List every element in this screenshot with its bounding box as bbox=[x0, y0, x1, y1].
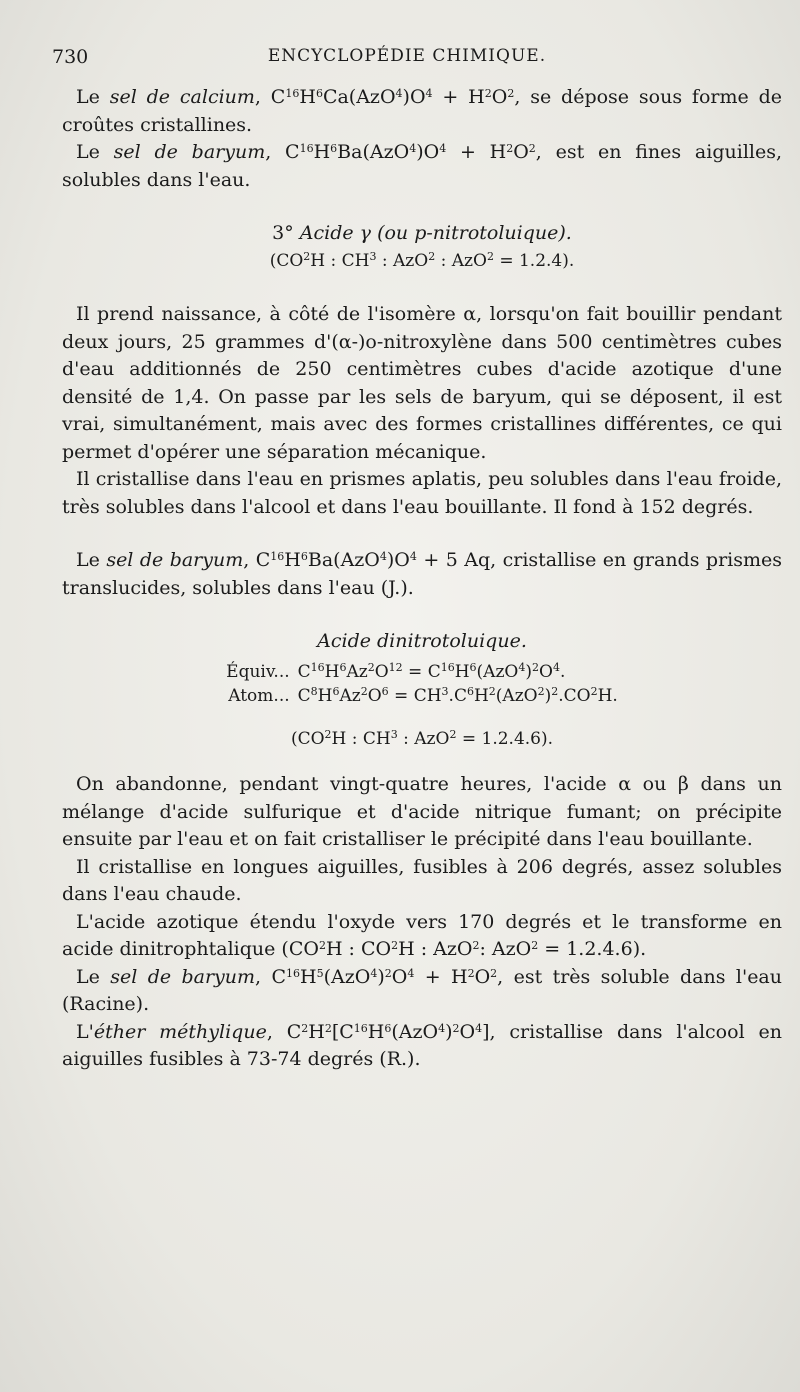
paragraph-barium-salt: Le sel de baryum, $C^{16}H^6Ba(AzO^4)O^4 + H^2O^2$, est en fines aiguilles, solubles dans l'eau. bbox=[62, 141, 783, 191]
formula-gamma: ($CO^2H$ : $CH^3$ : AzO$^2$ : AzO$^2$ = 1.2.4). bbox=[269, 249, 575, 271]
page-number: 730 bbox=[52, 46, 89, 68]
paragraph-barium-salt-gamma: Le sel de baryum, $C^{16}H^6Ba(AzO^4)O^4 + 5$ Aq, cristallise en grands prismes translucides, solubles dans l'eau (J.). bbox=[62, 549, 782, 599]
section-heading-dinitro: Acide dinitrotoluique. bbox=[317, 630, 527, 652]
running-title: ENCYCLOPÉDIE CHIMIQUE. bbox=[267, 46, 547, 66]
page-header bbox=[52, 46, 762, 76]
paragraph-methyl-ether: L'éther méthylique, $C^2H^2[C^{16}H^6(AzO^4)^2O^4]$, cristallise dans l'alcool en aiguilles fusibles à 73-74 degrés (R.). bbox=[62, 1020, 782, 1070]
formula-dinitro: ($CO^2H$ : $CH^3$ : AzO$^2$ = 1.2.4.6). bbox=[290, 727, 554, 749]
formula-equiv: $C^{16}H^6Az^2O^{12} = C^{16}H^6(AzO^4)^2O^4$. bbox=[297, 660, 566, 682]
formula-atom-row: Atom... $C^8H^6Az^2O^6 = CH^3.C^6H^2(AzO^2)^2.CO^2H$. bbox=[228, 684, 618, 706]
paragraph-dinitro-barium-salt: Le sel de baryum, $C^{16}H^5(AzO^4)^2O^4 + H^2O^2$, est très soluble dans l'eau (Racine). bbox=[62, 965, 782, 1015]
paragraph-preparation: Il prend naissance, à côté de l'isomère α, lorsqu'on fait bouillir pendant deux jours, 25 grammes d'(α-)o-nitroxylène dans 500 centimètres cubes d'eau additionnés de 250 centimètres cubes d'acide azotique d'une densité de 1,4. On passe par les sels de baryum, qui se déposent, il est vrai, simultanément, mais avec des formes cristallines différentes, ce qui permet d'opérer une séparation mécanique. bbox=[62, 303, 782, 463]
paragraph-oxidation: L'acide azotique étendu l'oxyde vers 170 degrés et le transforme en acide dinitrophtalique ($CO^2H$ : $CO^2H$ : AzO$^2$: AzO$^2$ = 1.2.4.6). bbox=[62, 910, 782, 960]
paragraph-nitration: On abandonne, pendant vingt-quatre heures, l'acide α ou β dans un mélange d'acide sulfurique et d'acide nitrique fumant; on précipite ensuite par l'eau et on fait cristalliser le précipité dans l'eau bouillante. bbox=[62, 773, 782, 850]
section-heading-gamma: 3° Acide γ (ou p-nitrotoluique). bbox=[272, 222, 572, 244]
formula-equiv-row: Équiv... $C^{16}H^6Az^2O^{12} = C^{16}H^6(AzO^4)^2O^4$. bbox=[226, 660, 618, 684]
paragraph-calcium-salt: Le sel de calcium, $C^{16}H^6Ca(AzO^4)O^4 + H^2O^2$, se dépose sous forme de croûtes cristallines. bbox=[62, 86, 783, 136]
formula-atom: $C^8H^6Az^2O^6 = CH^3.C^6H^2(AzO^2)^2.CO^2H$. bbox=[297, 684, 618, 706]
body-text bbox=[62, 84, 782, 1074]
paragraph-needles: Il cristallise en longues aiguilles, fusibles à 206 degrés, assez solubles dans l'eau chaude. bbox=[62, 855, 782, 905]
paragraph-crystallisation: Il cristallise dans l'eau en prismes aplatis, peu solubles dans l'eau froide, très solubles dans l'alcool et dans l'eau bouillante. Il fond à 152 degrés. bbox=[62, 468, 782, 518]
formula-table bbox=[226, 660, 618, 708]
